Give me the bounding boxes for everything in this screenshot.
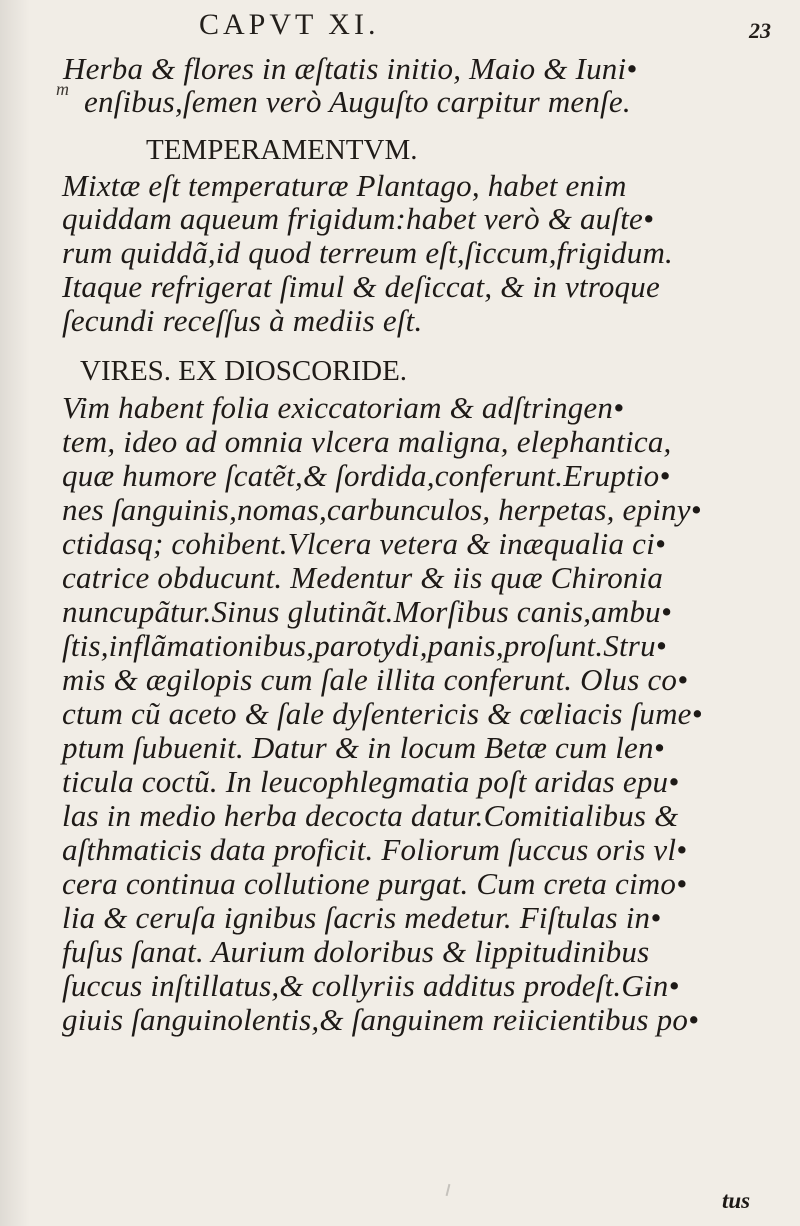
body-line-11: tem, ideo ad omnia vlcera maligna, elephantica, (62, 424, 672, 459)
body-line-14: ctidasq; cohibent.Vlcera vetera & inæqualia ci• (62, 526, 666, 561)
body-line-24: cera continua collutione purgat. Cum creta cimo• (62, 866, 688, 901)
body-line-8: ſecundi receſſus à mediis eſt. (62, 303, 423, 338)
marginal-note: m (56, 79, 69, 99)
body-line-4: Mixtæ eſt temperaturæ Plantago, habet enim (62, 168, 627, 203)
body-line-23: aſthmaticis data proficit. Foliorum ſuccus oris vl• (62, 832, 688, 867)
body-line-17: ſtis,inflãmationibus,parotydi,panis,proſunt.Stru• (62, 628, 667, 663)
body-line-1: Herba & flores in æſtatis initio, Maio & Iuni• (63, 51, 638, 86)
body-line-26: fuſus ſanat. Aurium doloribus & lippitudinibus (62, 934, 650, 969)
body-line-12: quæ humore ſcatẽt,& ſordida,conferunt.Eruptio• (62, 458, 671, 493)
body-line-18: mis & ægilopis cum ſale illita conferunt. Olus co• (62, 662, 689, 697)
page-number: 23 (749, 18, 771, 43)
body-line-13: nes ſanguinis,nomas,carbunculos, herpetas, epiny• (62, 492, 702, 527)
body-line-2: enſibus,ſemen verò Auguſto carpitur menſe. (84, 84, 631, 119)
body-line-15: catrice obducunt. Medentur & iis quæ Chironia (62, 560, 664, 595)
ink-mark (446, 1184, 451, 1196)
body-line-22: las in medio herba decocta datur.Comitialibus & (62, 798, 679, 833)
body-line-27: ſuccus inſtillatus,& collyriis additus prodeſt.Gin• (62, 968, 680, 1003)
body-line-7: Itaque refrigerat ſimul & deſiccat, & in vtroque (62, 269, 660, 304)
body-line-16: nuncupãtur.Sinus glutinãt.Morſibus canis,ambu• (62, 594, 672, 629)
body-line-19: ctum cũ aceto & ſale dyſentericis & cœliacis ſume• (62, 696, 703, 731)
body-line-5: quiddam aqueum frigidum:habet verò & auſte• (62, 201, 655, 236)
page-header (0, 8, 800, 50)
binding-shadow (0, 0, 30, 1226)
body-line-20: ptum ſubuenit. Datur & in locum Betæ cum len• (62, 730, 665, 765)
running-head: CAPVT XI. (199, 8, 380, 41)
body-line-28: giuis ſanguinolentis,& ſanguinem reiicientibus po• (62, 1002, 700, 1037)
body-line-25: lia & ceruſa ignibus ſacris medetur. Fiſtulas in• (62, 900, 662, 935)
section-heading-vires: VIRES. EX DIOSCORIDE. (80, 355, 408, 387)
catchword: tus (722, 1188, 751, 1213)
body-line-21: ticula coctũ. In leucophlegmatia poſt aridas epu• (62, 764, 680, 799)
body-line-6: rum quiddã,id quod terreum eſt,ſiccum,frigidum. (62, 235, 673, 270)
body-line-10: Vim habent folia exiccatoriam & adſtringen• (62, 390, 625, 425)
section-heading-temperamentum: TEMPERAMENTVM. (146, 134, 418, 166)
